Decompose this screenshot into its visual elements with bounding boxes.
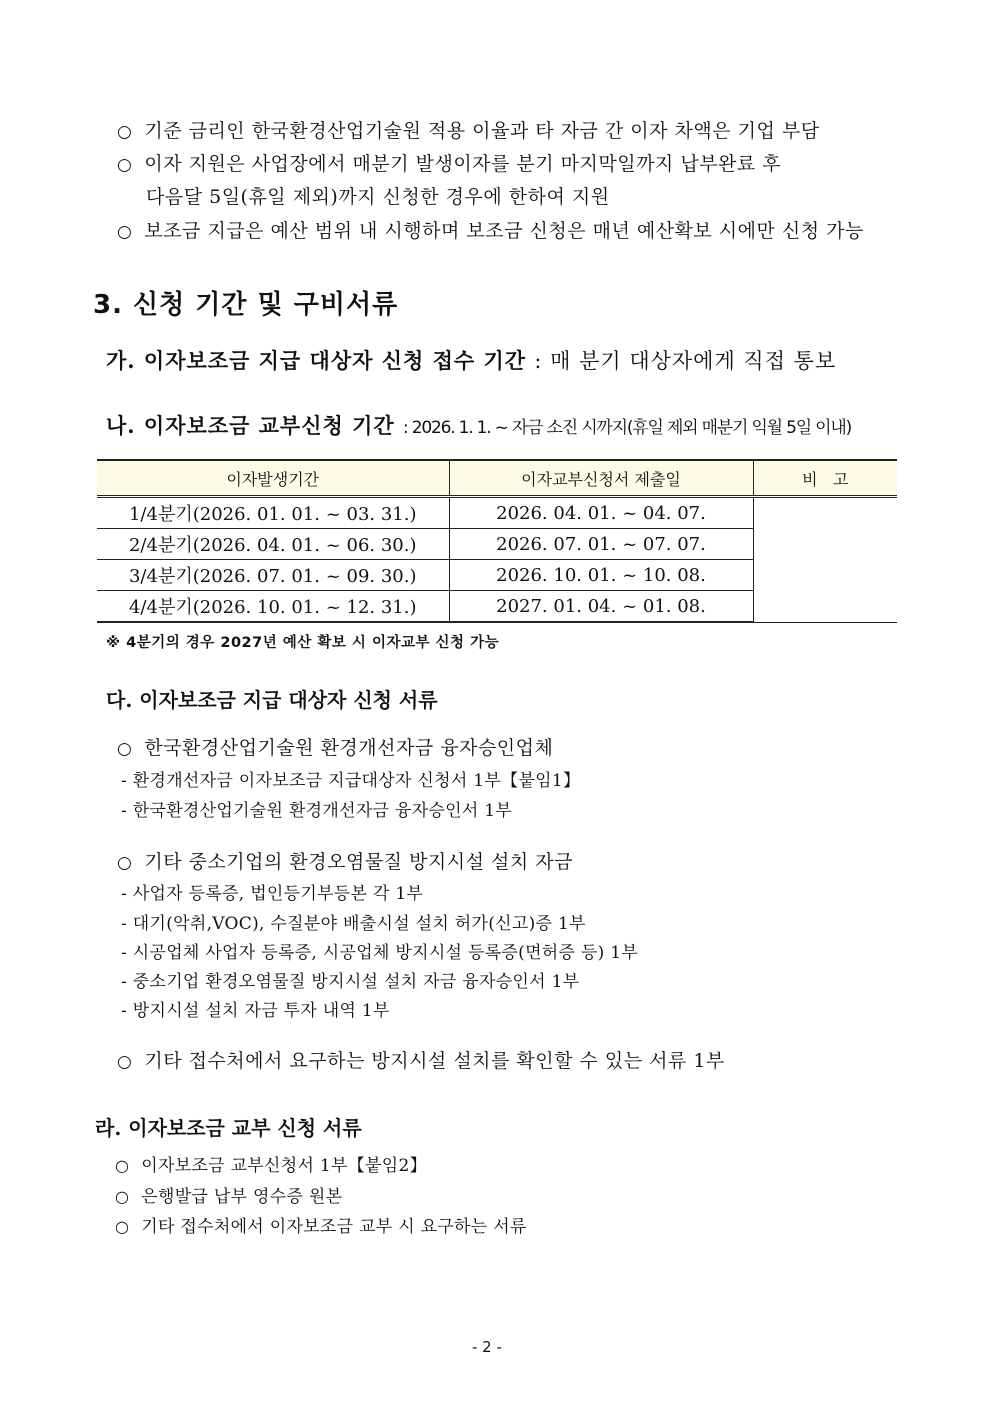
list-item: - 대기(악취,VOC), 수질분야 배출시설 설치 허가(신고)증 1부 [121,914,586,934]
table-row [97,497,897,529]
table-cell: 4/4분기(2026. 10. 01. ~ 12. 31.) [97,591,449,623]
bullet-item [117,216,864,243]
table-header-row [97,460,897,497]
bullet-item [117,847,573,874]
bullet-item [115,1151,427,1176]
schedule-table [97,459,897,623]
circle-bullet-icon: ○ [117,222,133,242]
page-number: - 2 - [472,1338,502,1356]
circle-bullet-icon: ○ [115,1217,130,1236]
table-cell: 1/4분기(2026. 01. 01. ~ 03. 31.) [97,497,449,529]
list-item: - 환경개선자금 이자보조금 지급대상자 신청서 1부【붙임1】 [121,771,581,791]
bullet-continuation: 다음달 5일(휴일 제외)까지 신청한 경우에 한하여 지원 [146,186,610,208]
table-header-cell: 비 고 [753,460,897,497]
bullet-item [117,149,781,176]
bullet-item [117,116,820,143]
circle-bullet-icon: ○ [117,739,133,759]
circle-bullet-icon: ○ [115,1156,130,1175]
table-cell: 2/4분기(2026. 04. 01. ~ 06. 30.) [97,529,449,560]
table-cell-remarks [753,497,897,623]
bullet-item [117,1046,725,1073]
subsection-na [106,410,851,440]
table-cell: 2026. 07. 01. ~ 07. 07. [449,529,753,560]
subsection-da-title: 다. 이자보조금 지급 대상자 신청 서류 [106,688,438,712]
subsection-ga-label: 가. 이자보조금 지급 대상자 신청 접수 기간 [106,348,527,373]
list-item: - 한국환경산업기술원 환경개선자금 융자승인서 1부 [121,801,513,821]
circle-bullet-icon: ○ [115,1187,130,1206]
bullet-text: 이자 지원은 사업장에서 매분기 발생이자를 분기 마지막일까지 납부완료 후 [144,153,782,175]
table-note: ※ 4분기의 경우 2027년 예산 확보 시 이자교부 신청 가능 [106,635,500,651]
circle-bullet-icon: ○ [117,155,133,175]
bullet-text: 이자보조금 교부신청서 1부【붙임2】 [141,1156,427,1176]
list-item: - 시공업체 사업자 등록증, 시공업체 방지시설 등록증(면허증 등) 1부 [121,943,639,963]
bullet-item [115,1182,342,1207]
table-cell: 2026. 04. 01. ~ 04. 07. [449,497,753,529]
bullet-text: 한국환경산업기술원 환경개선자금 융자승인업체 [144,737,554,759]
bullet-text: 기타 중소기업의 환경오염물질 방지시설 설치 자금 [144,851,573,873]
table-header-cell: 이자교부신청서 제출일 [449,460,753,497]
section-title: 3. 신청 기간 및 구비서류 [93,290,399,320]
bullet-text: 은행발급 납부 영수증 원본 [141,1187,343,1207]
table-cell: 2026. 10. 01. ~ 10. 08. [449,560,753,591]
circle-bullet-icon: ○ [117,853,133,873]
list-item: - 중소기업 환경오염물질 방지시설 설치 자금 융자승인서 1부 [121,972,580,992]
table-cell: 2027. 01. 04. ~ 01. 08. [449,591,753,623]
table-cell: 3/4분기(2026. 07. 01. ~ 09. 30.) [97,560,449,591]
bullet-text: 기타 접수처에서 요구하는 방지시설 설치를 확인할 수 있는 서류 1부 [144,1050,725,1072]
bullet-text: 기준 금리인 한국환경산업기술원 적용 이율과 타 자금 간 이자 차액은 기업 부담 [144,120,820,142]
table-header-cell: 이자발생기간 [97,460,449,497]
list-item: - 사업자 등록증, 법인등기부등본 각 1부 [121,884,424,904]
subsection-na-text: : 2026. 1. 1. ~ 자금 소진 시까지(휴일 제외 매분기 익월 5일 이내) [403,418,852,438]
bullet-item [117,733,553,760]
circle-bullet-icon: ○ [117,122,133,142]
subsection-ra-title: 라. 이자보조금 교부 신청 서류 [95,1116,362,1140]
subsection-ga-text: : 매 분기 대상자에게 직접 통보 [534,349,837,373]
bullet-text: 기타 접수처에서 이자보조금 교부 시 요구하는 서류 [141,1217,527,1237]
subsection-ga [106,345,836,375]
bullet-text: 보조금 지급은 예산 범위 내 시행하며 보조금 신청은 매년 예산확보 시에만 신청 가능 [144,220,864,242]
bullet-item [115,1212,527,1237]
subsection-na-label: 나. 이자보조금 교부신청 기간 [106,413,395,438]
list-item: - 방지시설 설치 자금 투자 내역 1부 [121,1001,390,1021]
circle-bullet-icon: ○ [117,1052,133,1072]
